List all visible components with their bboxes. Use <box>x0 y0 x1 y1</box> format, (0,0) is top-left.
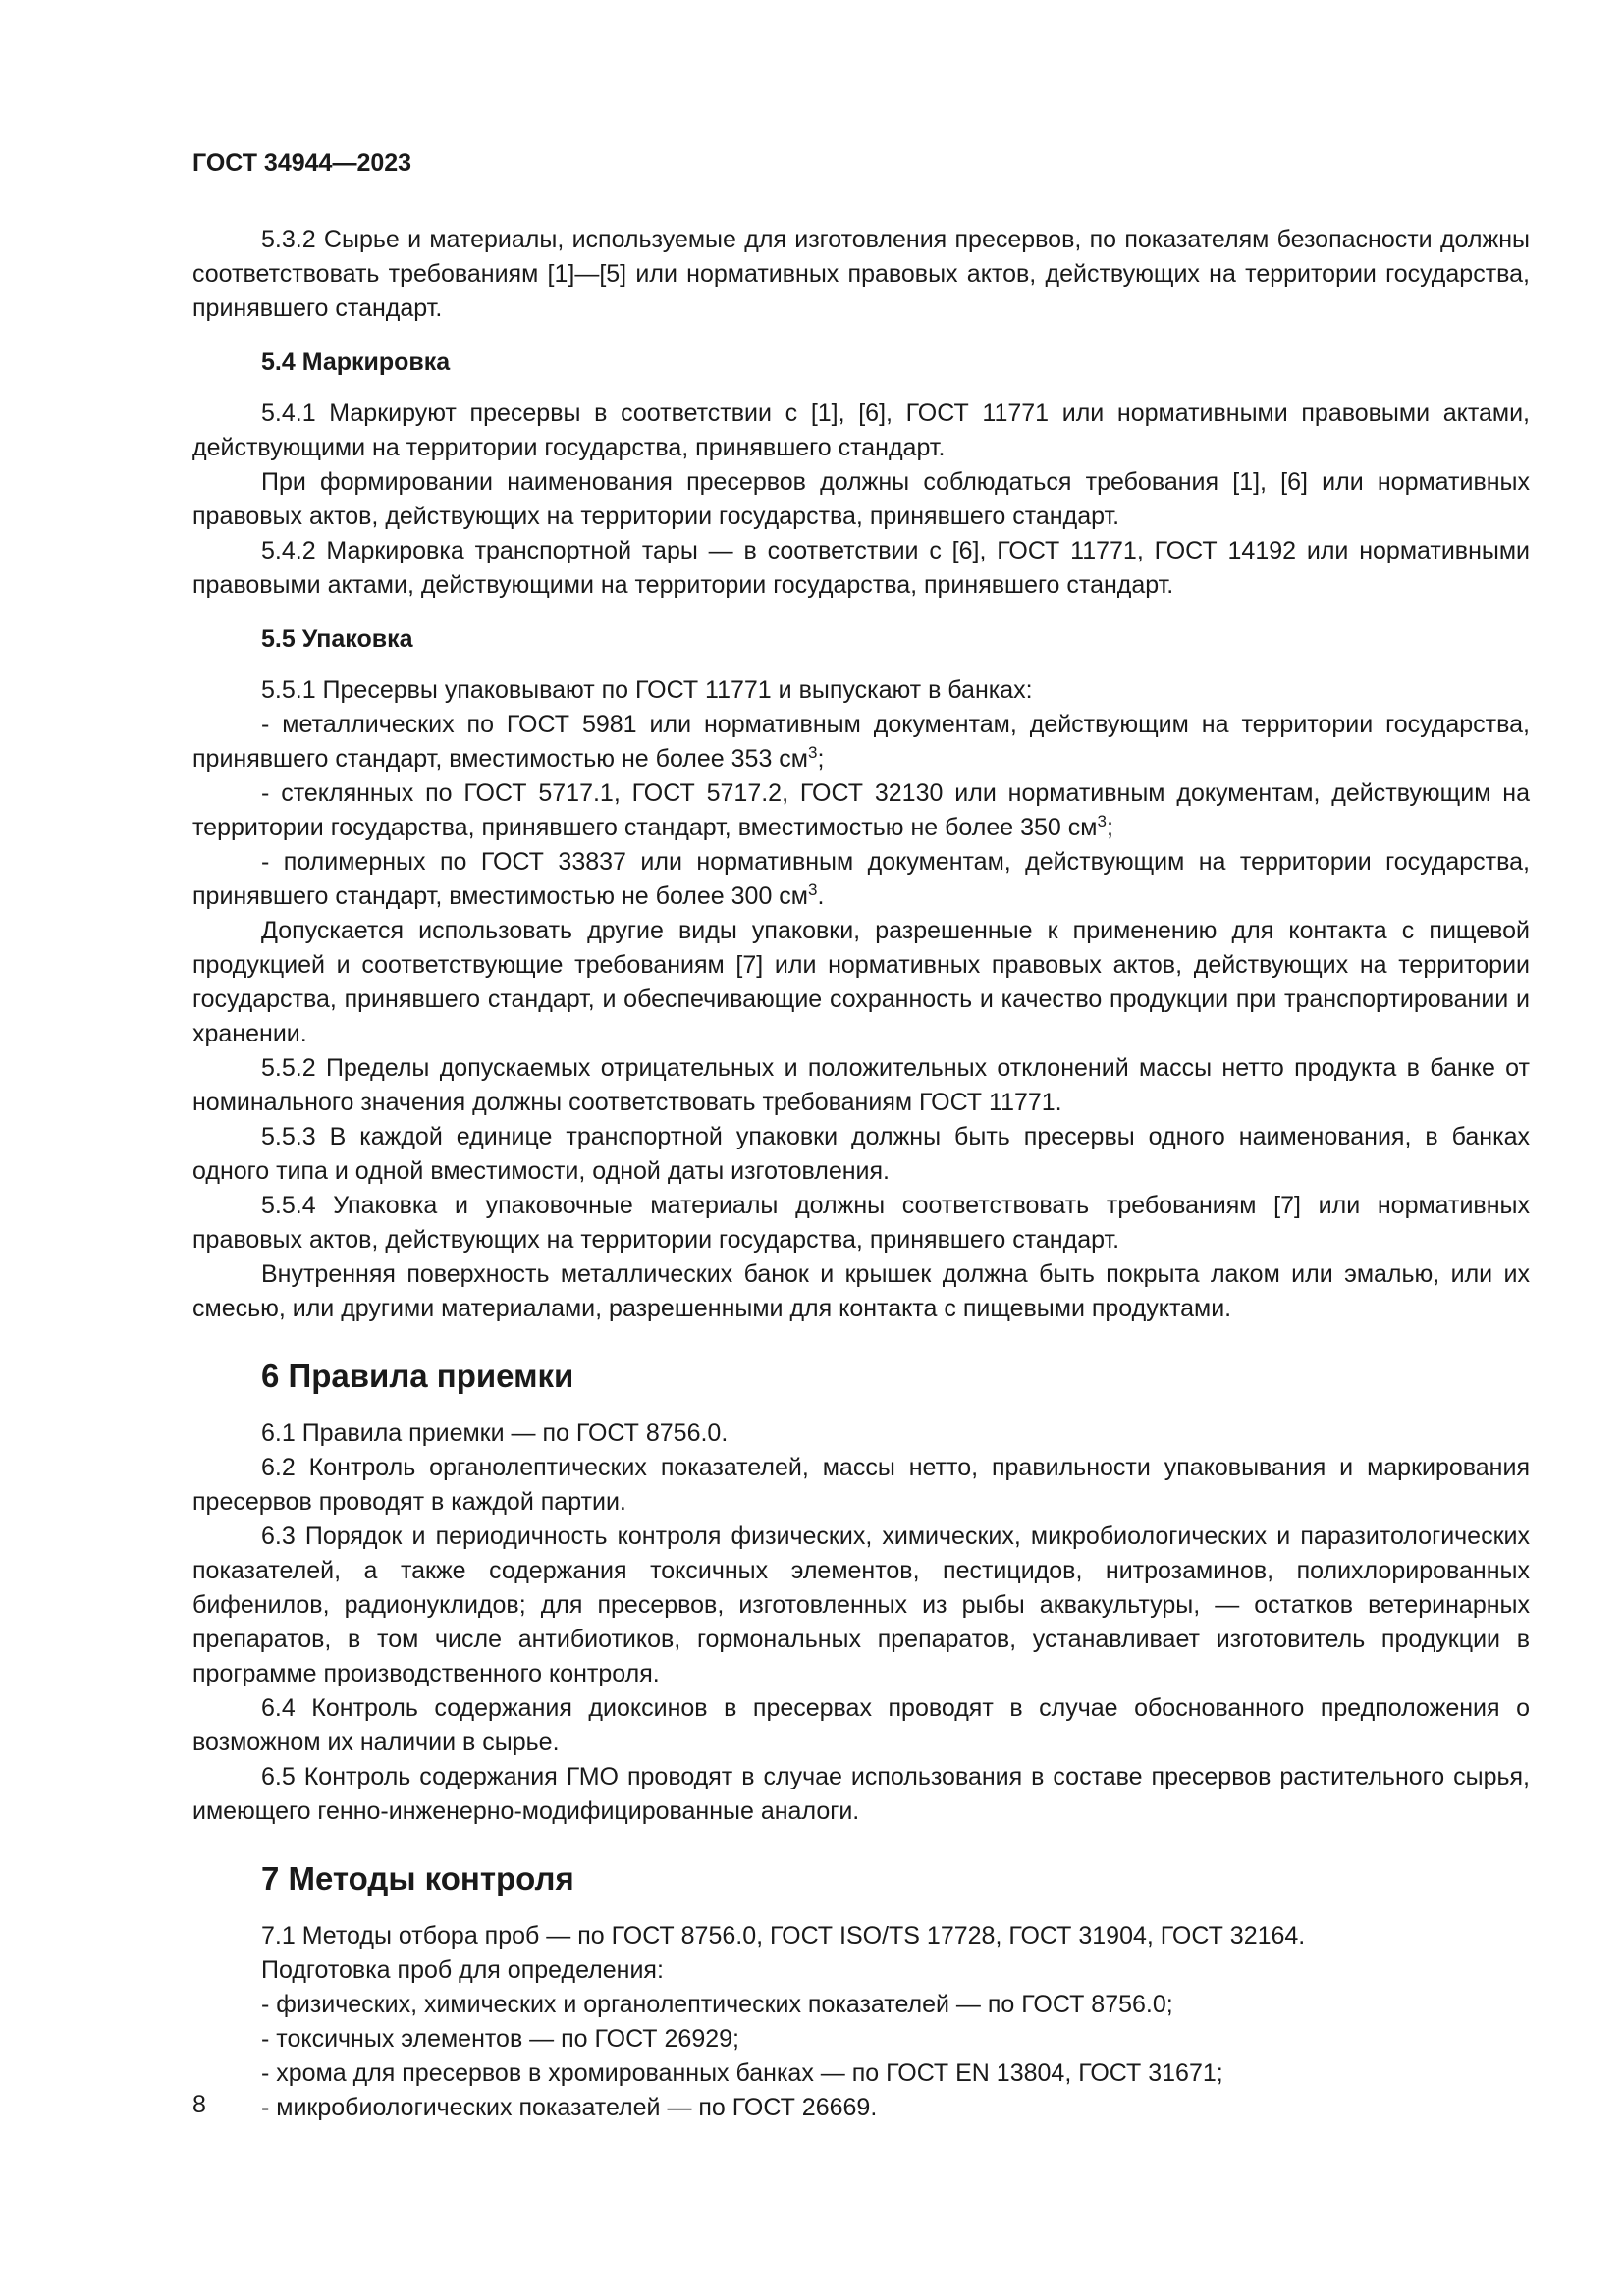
paragraph-6-3: 6.3 Порядок и периодичность контроля физических, химических, микробиологических и паразитологических показателей, а также содержания токсичных элементов, пестицидов, нитрозаминов, полихлорированных бифенилов, радионуклидов; для пресервов, изготовленных из рыбы аквакультуры, — остатков ветеринарных препаратов, в том числе антибиотиков, гормональных препаратов, устанавливает изготовитель продукции в программе производственного контроля. <box>192 1522 1530 1687</box>
list-item-text: - стеклянных по ГОСТ 5717.1, ГОСТ 5717.2, ГОСТ 32130 или нормативным документам, действующим на территории государства, принявшего стандарт, вместимостью не более 350 см <box>192 779 1530 841</box>
section-heading-7: 7 Методы контроля <box>261 1860 574 1896</box>
page-number: 8 <box>192 2091 206 2118</box>
paragraph-5-5-3: 5.5.3 В каждой единице транспортной упаковки должны быть пресервы одного наименования, в банках одного типа и одной вместимости, одной даты изготовления. <box>192 1123 1530 1185</box>
paragraph-5-5-4: 5.5.4 Упаковка и упаковочные материалы должны соответствовать требованиям [7] или нормативных правовых актов, действующих на территории государства, принявшего стандарт. <box>192 1192 1530 1254</box>
paragraph-6-4: 6.4 Контроль содержания диоксинов в пресервах проводят в случае обоснованного предположения о возможном их наличии в сырье. <box>192 1694 1530 1756</box>
paragraph-other-packaging: Допускается использовать другие виды упаковки, разрешенные к применению для контакта с пищевой продукцией и соответствующие требованиям [7] или нормативных правовых актов, действующих на территории государства, принявшего стандарт, и обеспечивающие сохранность и качество продукции при транспортировании и хранении. <box>192 917 1530 1047</box>
list-item-text: - полимерных по ГОСТ 33837 или нормативным документам, действующим на территории государства, принявшего стандарт, вместимостью не более 300 см <box>192 848 1530 910</box>
list-item-glass-cans <box>192 776 1530 845</box>
list-item-metal-cans <box>192 708 1530 776</box>
subsection-heading-5-4: 5.4 Маркировка <box>261 348 451 376</box>
document-id-header: ГОСТ 34944—2023 <box>192 149 412 177</box>
paragraph-6-1: 6.1 Правила приемки — по ГОСТ 8756.0. <box>261 1419 729 1447</box>
paragraph-6-2: 6.2 Контроль органолептических показателей, массы нетто, правильности упаковывания и маркирования пресервов проводят в каждой партии. <box>192 1454 1530 1516</box>
page-content <box>192 223 1530 2125</box>
list-item: - токсичных элементов — по ГОСТ 26929; <box>261 2025 739 2053</box>
list-item: - микробиологических показателей — по ГОСТ 26669. <box>261 2094 878 2121</box>
paragraph-7-1: 7.1 Методы отбора проб — по ГОСТ 8756.0, ГОСТ ISO/TS 17728, ГОСТ 31904, ГОСТ 32164. <box>261 1922 1306 1949</box>
superscript: 3 <box>1097 812 1107 830</box>
subsection-heading-5-5: 5.5 Упаковка <box>261 625 413 653</box>
paragraph-5-3-2: 5.3.2 Сырье и материалы, используемые для изготовления пресервов, по показателям безопасности должны соответствовать требованиям [1]—[5] или нормативных правовых актов, действующих на территории государства, принявшего стандарт. <box>192 226 1530 322</box>
paragraph-5-5-2: 5.5.2 Пределы допускаемых отрицательных и положительных отклонений массы нетто продукта в банке от номинального значения должны соответствовать требованиям ГОСТ 11771. <box>192 1054 1530 1116</box>
list-item: - хрома для пресервов в хромированных банках — по ГОСТ EN 13804, ГОСТ 31671; <box>261 2059 1223 2087</box>
list-item-polymer-cans <box>192 845 1530 914</box>
paragraph-sample-preparation: Подготовка проб для определения: <box>261 1956 664 1984</box>
superscript: 3 <box>808 881 818 899</box>
superscript: 3 <box>808 743 818 762</box>
list-item-end: ; <box>1106 814 1113 841</box>
paragraph-inner-surface: Внутренняя поверхность металлических банок и крышек должна быть покрыта лаком или эмалью, или их смесью, или другими материалами, разрешенными для контакта с пищевыми продуктами. <box>192 1260 1530 1322</box>
paragraph-5-5-1: 5.5.1 Пресервы упаковывают по ГОСТ 11771 и выпускают в банках: <box>261 676 1033 704</box>
paragraph-naming-requirements: При формировании наименования пресервов должны соблюдаться требования [1], [6] или нормативных правовых актов, действующих на территории государства, принявшего стандарт. <box>192 468 1530 530</box>
list-item-end: ; <box>817 745 825 773</box>
list-item-text: - металлических по ГОСТ 5981 или нормативным документам, действующим на территории государства, принявшего стандарт, вместимостью не более 353 см <box>192 711 1530 773</box>
paragraph-5-4-1: 5.4.1 Маркируют пресервы в соответствии с [1], [6], ГОСТ 11771 или нормативными правовыми актами, действующими на территории государства, принявшего стандарт. <box>192 400 1530 461</box>
paragraph-6-5: 6.5 Контроль содержания ГМО проводят в случае использования в составе пресервов растительного сырья, имеющего генно-инженерно-модифицированные аналоги. <box>192 1763 1530 1825</box>
section-heading-6: 6 Правила приемки <box>261 1358 574 1394</box>
list-item-end: . <box>817 882 825 910</box>
paragraph-5-4-2: 5.4.2 Маркировка транспортной тары — в соответствии с [6], ГОСТ 11771, ГОСТ 14192 или нормативными правовыми актами, действующими на территории государства, принявшего стандарт. <box>192 537 1530 599</box>
list-item: - физических, химических и органолептических показателей — по ГОСТ 8756.0; <box>261 1991 1173 2018</box>
